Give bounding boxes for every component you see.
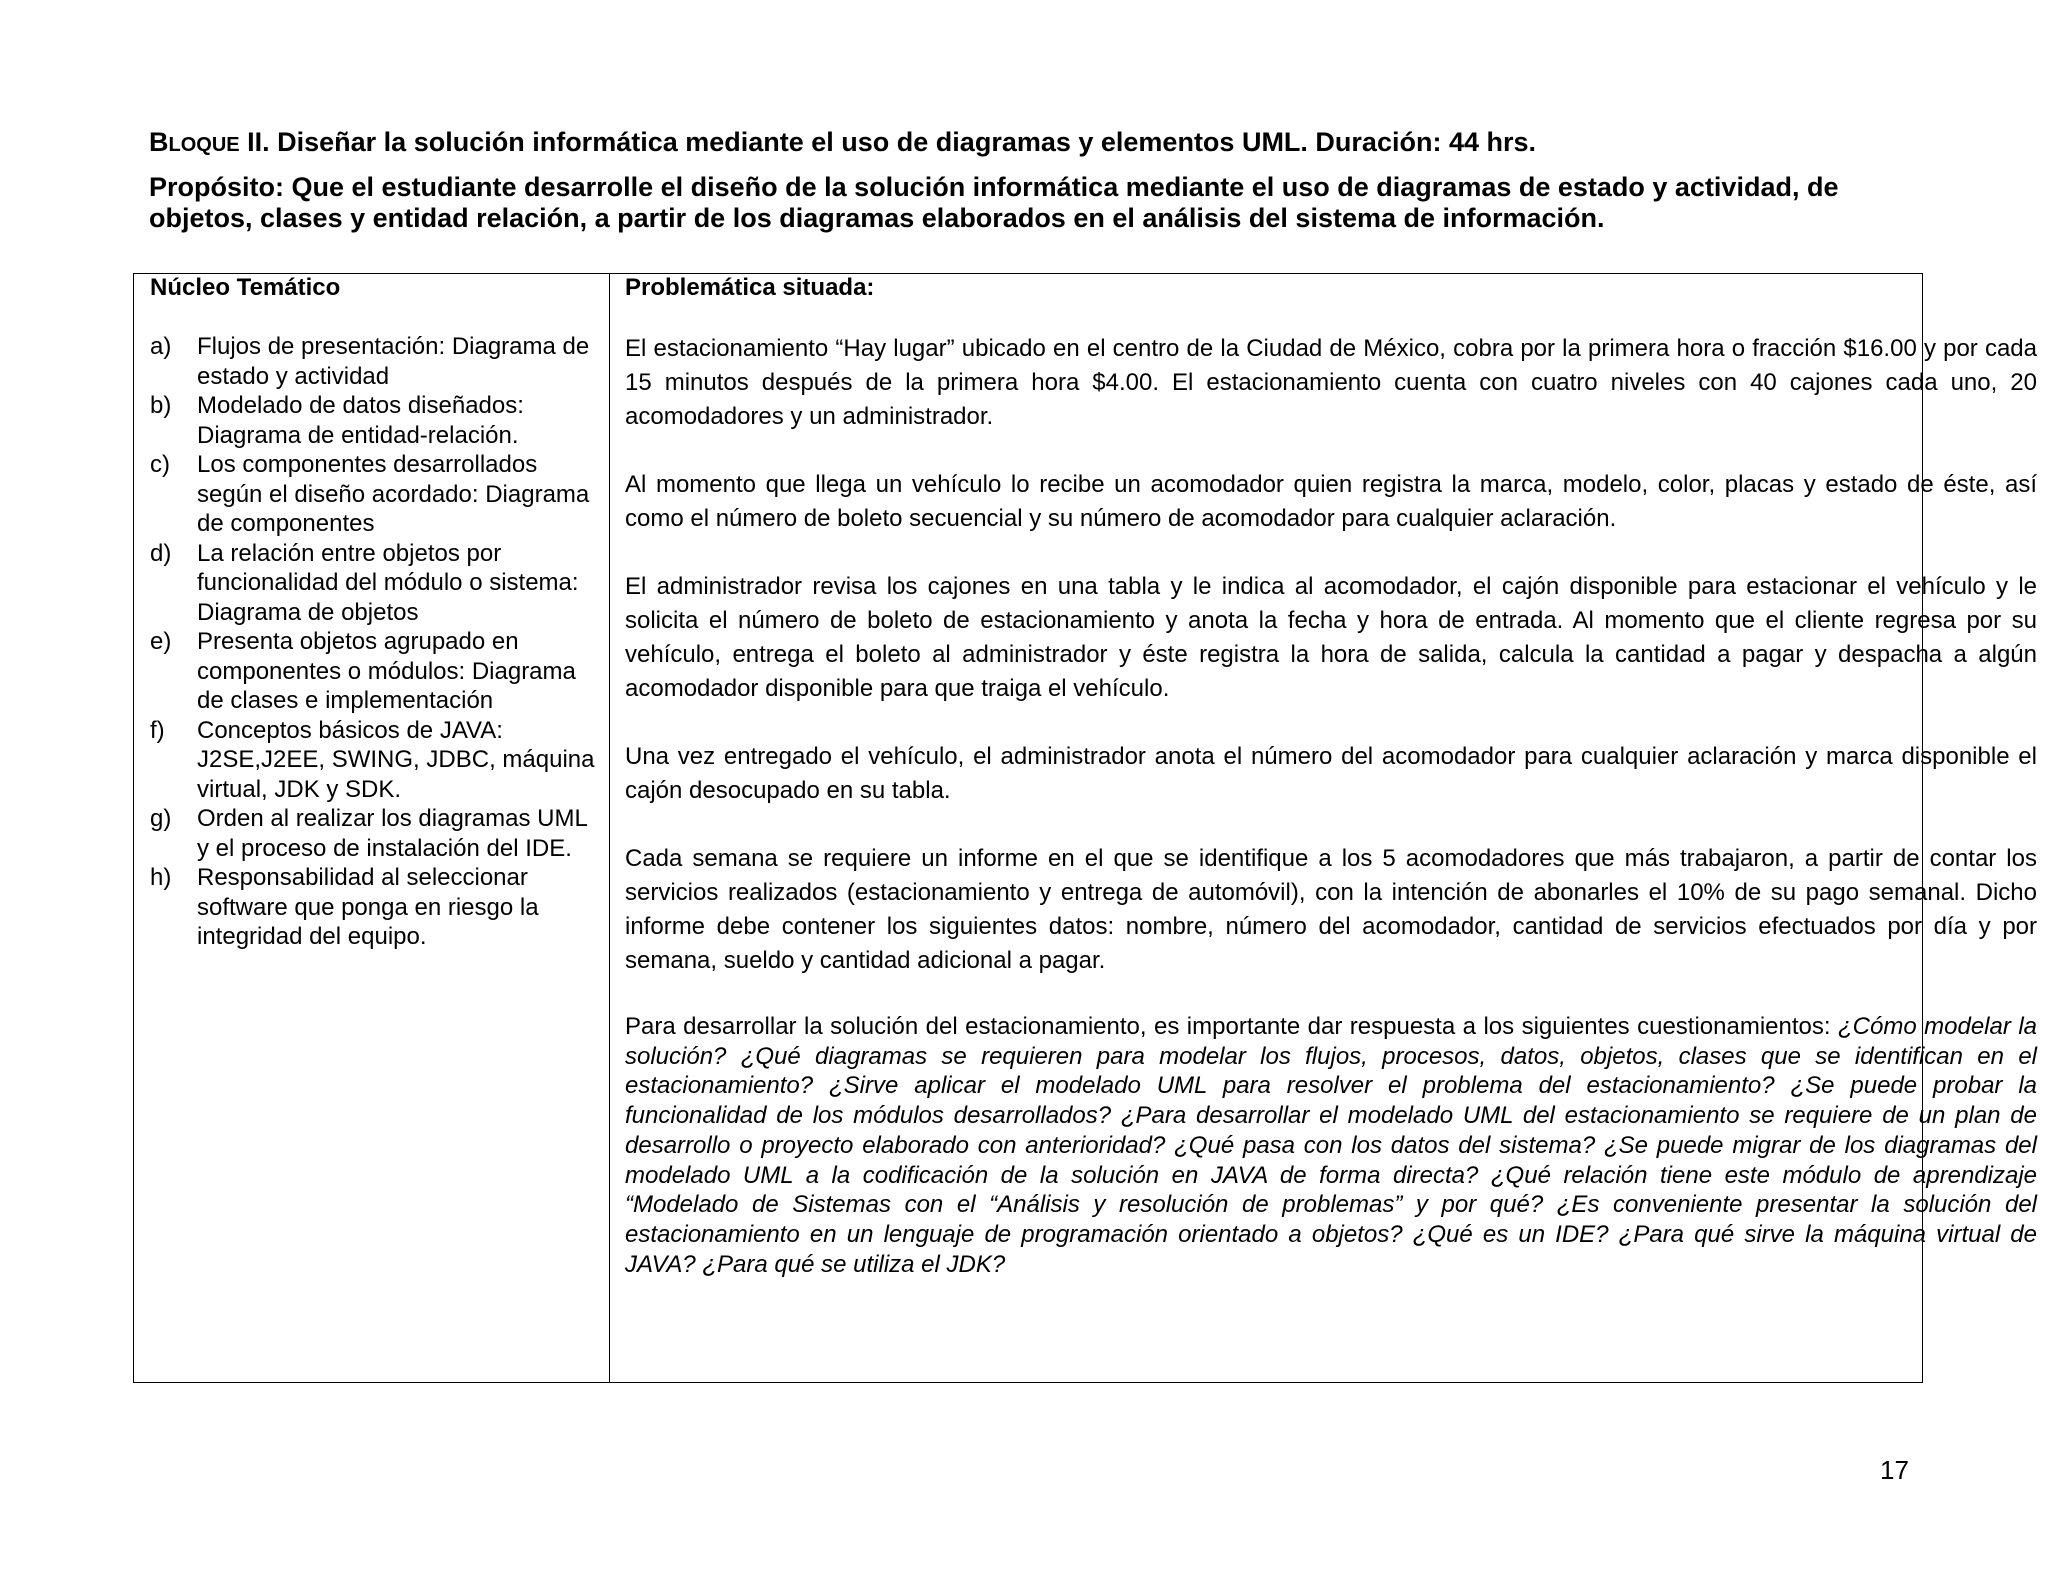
questions-text: ¿Cómo modelar la solución? ¿Qué diagramas se requieren para modelar los flujos, procesos, datos, objetos, clases que se identifican en el estacionamiento? ¿Sirve aplicar el modelado UML para resolver el problema del estacionamiento? ¿Se puede probar la funcionalidad de los módulos desarrollados? ¿Para desarrollar el modelado UML del estacionamiento se requiere de un plan de desarrollo o proyecto elaborado con anterioridad? ¿Qué pasa con los datos del sistema? ¿Se puede migrar de los diagramas del modelado UML a la codificación de la solución en JAVA de forma directa? ¿Qué relación tiene este módulo de aprendizaje “Modelado de Sistemas con el “Análisis y resolución de problemas” y por qué? ¿Es conveniente presentar la solución del estacionamiento en un lenguaje de programación orientado a objetos? ¿Qué es un IDE? ¿Para qué sirve la máquina virtual de JAVA? ¿Para qué se utiliza el JDK? — [625, 1013, 2037, 1278]
list-item — [150, 863, 595, 952]
list-item-text: Los componentes desarrollados según el diseño acordado: Diagrama de componentes — [197, 451, 590, 537]
block-title — [149, 124, 1929, 163]
list-item — [150, 332, 595, 391]
problem-paragraph: Una vez entregado el vehículo, el administrador anota el número del acomodador para cualquier aclaración y marca disponible el cajón desocupado en su tabla. — [625, 743, 2037, 804]
questions-intro: Para desarrollar la solución del estacionamiento, es importante dar respuesta a los siguientes cuestionamientos: — [625, 1013, 1839, 1040]
block-title-initial: B — [149, 127, 169, 157]
block-title-text: II. Diseñar la solución informática mediante el uso de diagramas y elementos UML. Duración: 44 hrs. — [239, 127, 1536, 157]
list-item — [150, 539, 595, 628]
situated-problem-column — [625, 274, 2037, 1313]
list-marker: d) — [150, 539, 172, 567]
list-item — [150, 627, 595, 716]
list-item — [150, 391, 595, 450]
block-title-smallcaps: LOQUE — [168, 134, 240, 156]
list-item-text: Flujos de presentación: Diagrama de estado y actividad — [197, 333, 590, 390]
list-item-text: Responsabilidad al seleccionar software que ponga en riesgo la integridad del equipo. — [197, 864, 539, 950]
list-marker: c) — [150, 451, 170, 478]
list-marker: g) — [150, 805, 172, 832]
list-marker: h) — [150, 864, 172, 891]
list-marker: b) — [150, 392, 172, 419]
content-table — [133, 273, 2037, 1383]
list-marker: f) — [150, 716, 165, 744]
thematic-core-header: Núcleo Temático — [150, 274, 341, 301]
problem-paragraph: Cada semana se requiere un informe en el que se identifique a los 5 acomodadores que más trabajaron, a partir de contar los servicios realizados (estacionamiento y entrega de automóvil), con la intención de abonarles el 10% de su pago semanal. Dicho informe debe contener los siguientes datos: nombre, número del acomodador, cantidad de servicios efectuados por día y por semana, sueldo y cantidad adicional a pagar. — [625, 845, 2037, 974]
thematic-core-column — [150, 274, 595, 952]
list-item-text: Modelado de datos diseñados: Diagrama de entidad-relación. — [197, 392, 524, 449]
purpose-statement: Propósito: Que el estudiante desarrolle el diseño de la solución informática mediante el uso de diagramas de estado y actividad, de objetos, clases y entidad relación, a partir de los diagramas elaborados en el análisis del sistema de información. — [149, 172, 1839, 233]
problem-paragraph: El administrador revisa los cajones en una tabla y le indica al acomodador, el cajón disponible para estacionar el vehículo y le solicita el número de boleto de estacionamiento y anota la fecha y hora de entrada. Al momento que el cliente regresa por su vehículo, entrega el boleto al administrador y éste registra la hora de salida, calcula la cantidad a pagar y despacha a algún acomodador disponible para que traiga el vehículo. — [625, 573, 2037, 702]
list-item-text: Presenta objetos agrupado en componentes o módulos: Diagrama de clases e implementación — [197, 628, 576, 714]
list-item-text: La relación entre objetos por funcionalidad del módulo o sistema: Diagrama de objetos — [197, 539, 579, 626]
topic-list — [150, 332, 595, 952]
questions-paragraph — [625, 1012, 2037, 1279]
list-item — [150, 804, 595, 863]
page-number: 17 — [1880, 1455, 1909, 1485]
list-item-text: Conceptos básicos de JAVA: J2SE,J2EE, SWING, JDBC, máquina virtual, JDK y SDK. — [197, 716, 595, 803]
problem-paragraph: El estacionamiento “Hay lugar” ubicado en el centro de la Ciudad de México, cobra por la primera hora o fracción $16.00 y por cada 15 minutos después de la primera hora $4.00. El estacionamiento cuenta con cuatro niveles con 40 cajones cada uno, 20 acomodadores y un administrador. — [625, 335, 2037, 430]
list-marker: a) — [150, 333, 172, 360]
problem-paragraph: Al momento que llega un vehículo lo recibe un acomodador quien registra la marca, modelo, color, placas y estado de éste, así como el número de boleto secuencial y su número de acomodador para cualquier aclaración. — [625, 471, 2037, 532]
list-item-text: Orden al realizar los diagramas UML y el proceso de instalación del IDE. — [197, 805, 587, 862]
list-item — [150, 450, 595, 539]
situated-problem-header: Problemática situada: — [625, 274, 875, 301]
list-item — [150, 716, 595, 805]
column-divider — [609, 274, 610, 1382]
list-marker: e) — [150, 628, 172, 655]
